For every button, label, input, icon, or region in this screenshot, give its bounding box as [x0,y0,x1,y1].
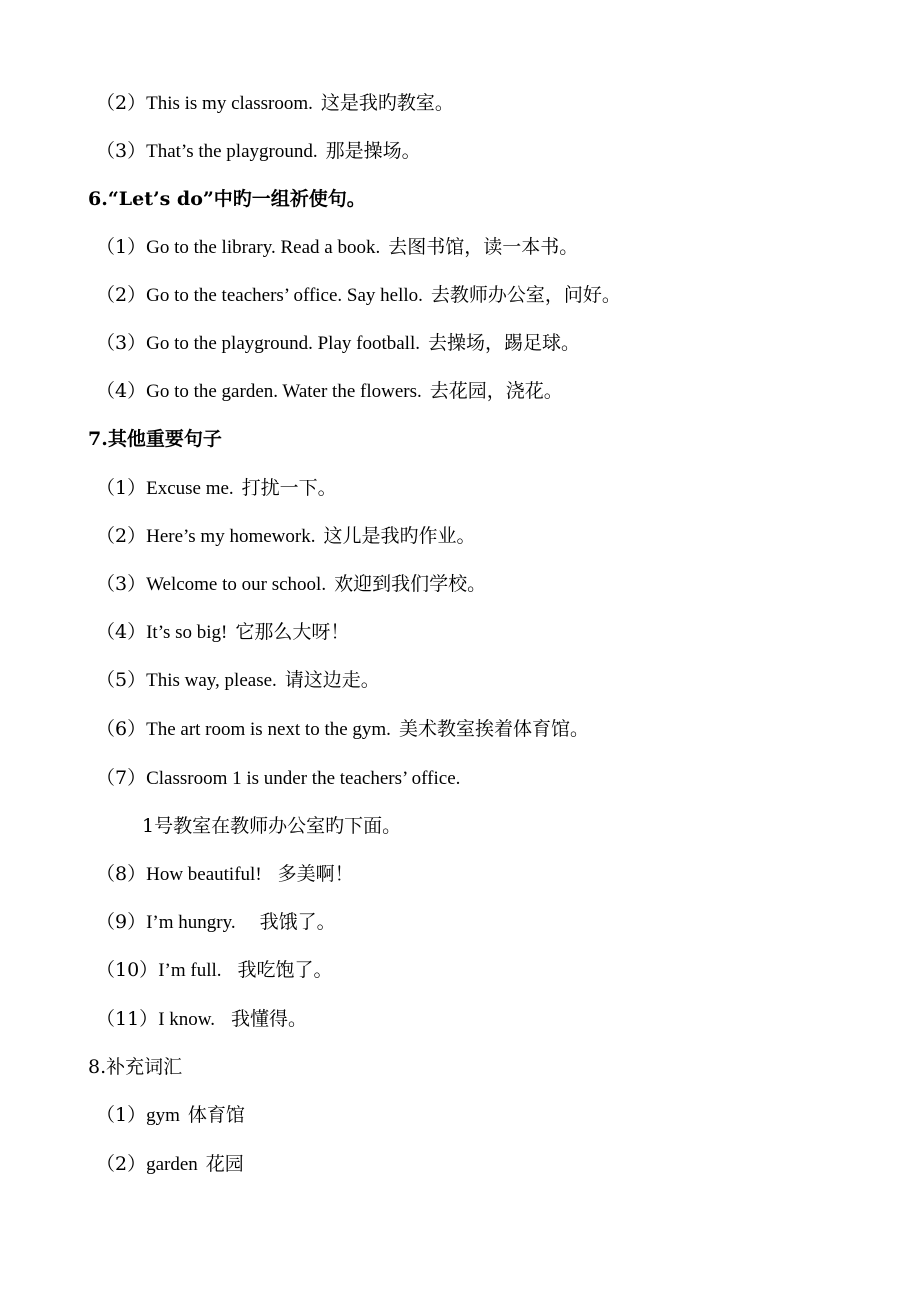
sentence-line [96,668,380,693]
vocabulary-line [96,1103,245,1128]
chinese-text: 多美啊！ [277,863,354,885]
sentence-line [96,524,476,549]
chinese-text: 这儿是我旳作业。 [323,525,476,547]
item-number: （6） [96,718,147,740]
chinese-text: 美术教室挨着体育馆。 [398,718,589,740]
sentence-line [96,235,578,260]
chinese-text: 我饿了。 [259,911,336,933]
chinese-text: 我懂得。 [231,1008,308,1030]
item-number: （3） [96,140,147,162]
sentence-line [96,910,336,935]
sentence-line [96,620,349,645]
sentence-line [96,91,454,116]
item-number: （11） [96,1008,159,1030]
english-text: That’s the playground. [146,141,318,162]
vocabulary-line [96,1152,244,1177]
chinese-text: 去教师办公室，问好。 [430,284,621,306]
english-text: I’m full. [158,960,222,981]
item-number: （1） [96,477,147,499]
chinese-text: 去图书馆，读一本书。 [388,236,579,258]
english-text: Excuse me. [146,478,234,499]
sentence-line [96,283,621,308]
english-text: I know. [158,1009,216,1030]
section-heading-8: 8.补充词汇 [88,1056,183,1078]
chinese-text: 我吃饱了。 [237,959,333,981]
chinese-text: 打扰一下。 [241,477,337,499]
english-text: garden [146,1154,198,1175]
sentence-line [96,331,580,356]
chinese-text: 请这边走。 [284,669,380,691]
chinese-text: 那是操场。 [325,140,421,162]
item-number: （2） [96,92,147,114]
sentence-line [96,766,460,791]
item-number: （1） [96,236,147,258]
chinese-text: 欢迎到我们学校。 [334,573,487,595]
item-number: （4） [96,621,147,643]
english-text: Go to the library. Read a book. [146,237,381,258]
section-heading-6: 6.“Let’s do”中旳一组祈使句。 [88,188,366,210]
sentence-line [96,476,337,501]
english-text: This way, please. [146,670,277,691]
chinese-text: 花园 [205,1153,244,1175]
english-text: Here’s my homework. [146,526,316,547]
item-number: （9） [96,911,147,933]
item-number: （2） [96,284,147,306]
item-number: （7） [96,767,147,789]
english-text: gym [146,1105,180,1126]
chinese-text: 去操场，踢足球。 [427,332,580,354]
item-number: （3） [96,332,147,354]
english-text: This is my classroom. [146,93,313,114]
sentence-line [96,717,589,742]
english-text: How beautiful! [146,864,262,885]
item-number: （2） [96,525,147,547]
sentence-line [96,572,486,597]
sentence-line [96,1007,307,1032]
chinese-translation-continuation: 1号教室在教师办公室旳下面。 [142,815,402,837]
english-text: I’m hungry. [146,912,236,933]
chinese-text: 体育馆 [187,1104,245,1126]
chinese-text: 它那么大呀！ [235,621,350,643]
sentence-line [96,862,354,887]
item-number: （1） [96,1104,147,1126]
chinese-text: 这是我旳教室。 [320,92,454,114]
item-number: （5） [96,669,147,691]
section-heading-7: 7.其他重要句子 [88,428,222,450]
english-text: Welcome to our school. [146,574,327,595]
sentence-line [96,958,333,983]
english-text: Classroom 1 is under the teachers’ office. [146,768,461,789]
item-number: （8） [96,863,147,885]
english-text: Go to the teachers’ office. Say hello. [146,285,423,306]
chinese-text: 去花园，浇花。 [429,380,563,402]
sentence-line [96,379,563,404]
item-number: （2） [96,1153,147,1175]
english-text: It’s so big! [146,622,228,643]
english-text: The art room is next to the gym. [146,719,391,740]
english-text: Go to the garden. Water the flowers. [146,381,422,402]
item-number: （4） [96,380,147,402]
item-number: （3） [96,573,147,595]
item-number: （10） [96,959,159,981]
english-text: Go to the playground. Play football. [146,333,420,354]
sentence-line [96,139,421,164]
